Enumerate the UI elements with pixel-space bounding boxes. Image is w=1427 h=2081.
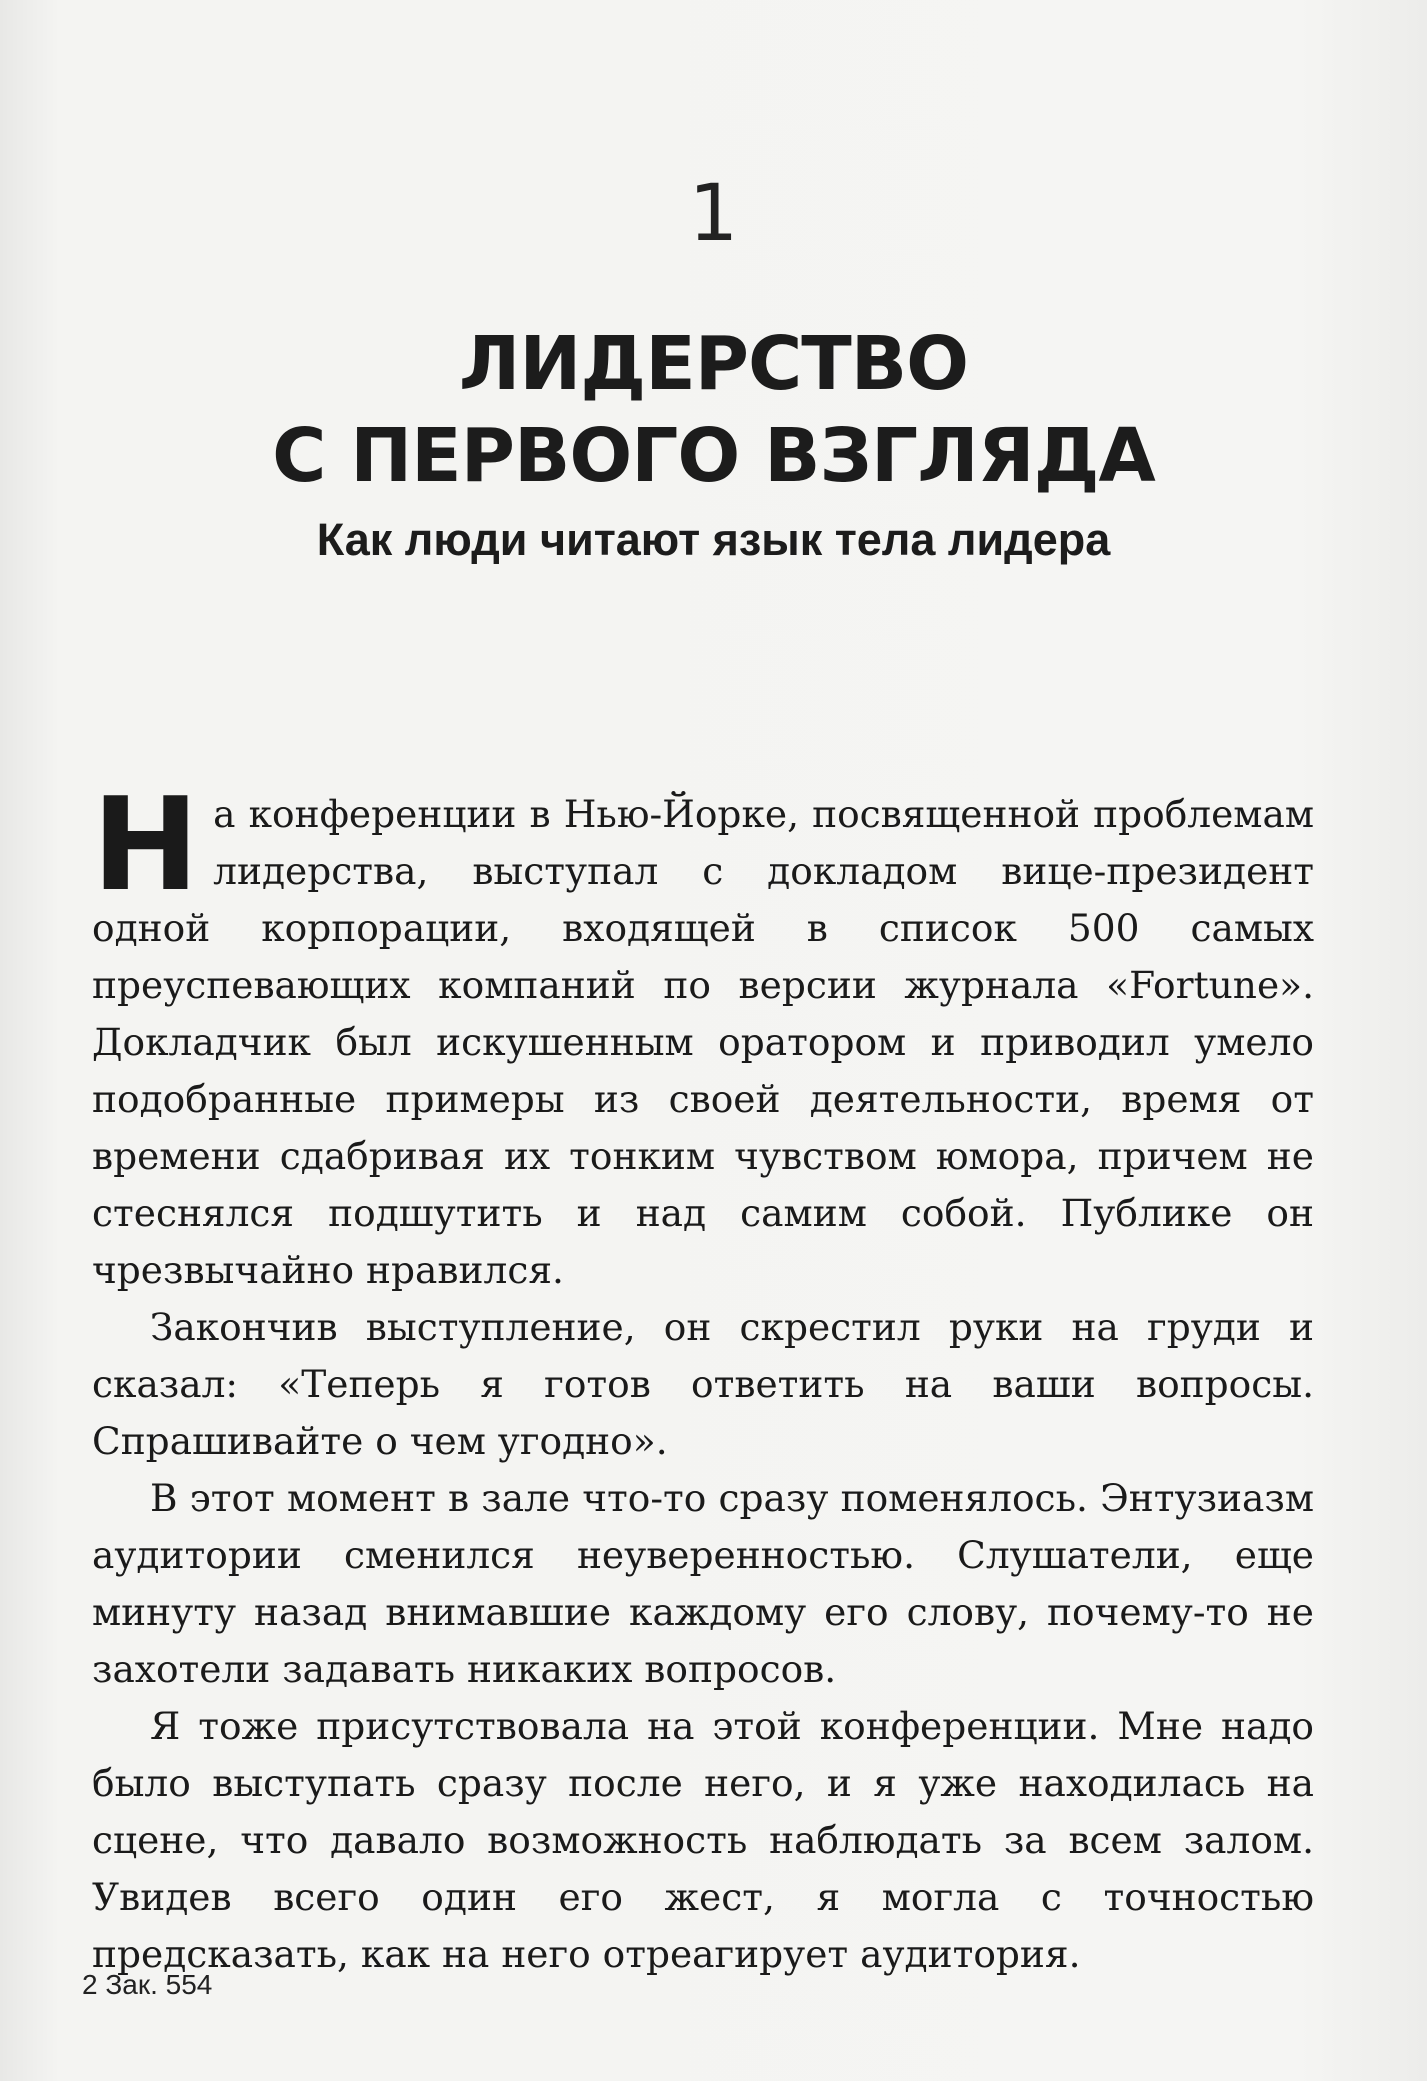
drop-cap: Н [92, 771, 200, 920]
paragraph-3: В этот момент в зале что-то сразу поменялось. Энтузиазм аудитории сменился неуверенностью. Слушатели, еще минуту назад внимавшие каждому его слову, почему-то не захотели задавать никаких вопросов. [92, 1476, 1314, 1691]
chapter-title [0, 318, 1427, 502]
paragraph-2: Закончив выступление, он скрестил руки на груди и сказал: «Теперь я готов ответить на ваши вопросы. Спрашивайте о чем угодно». [92, 1305, 1314, 1463]
chapter-subtitle: Как люди читают язык тела лидера [316, 514, 1111, 565]
chapter-title-line-2: С ПЕРВОГО ВЗГЛЯДА [272, 413, 1155, 499]
paragraph-1-text: а конференции в Нью-Йорке, посвященной проблемам лидерства, выступал с докладом вице-президент одной корпорации, входящей в список 500 самых преуспевающих компаний по версии журнала «Fortune». Докладчик был искушенным оратором и приводил умело подобранные примеры из своей деятельности, время от времени сдабривая их тонким чувством юмора, причем не стеснялся подшутить и над самим собой. Публике он чрезвычайно нравился. [92, 792, 1314, 1292]
chapter-title-line-1: ЛИДЕРСТВО [458, 321, 969, 407]
chapter-number: 1 [688, 169, 739, 259]
paragraph-4: Я тоже присутствовала на этой конференции. Мне надо было выступать сразу после него, и я уже находилась на сцене, что давало возможность наблюдать за всем залом. Увидев всего один его жест, я могла с точностью предсказать, как на него отреагирует аудитория. [92, 1704, 1314, 1976]
paragraph-1 [92, 771, 1314, 1299]
printer-signature-mark: 2 Зак. 554 [82, 1969, 213, 2000]
body-text [92, 771, 1314, 1983]
